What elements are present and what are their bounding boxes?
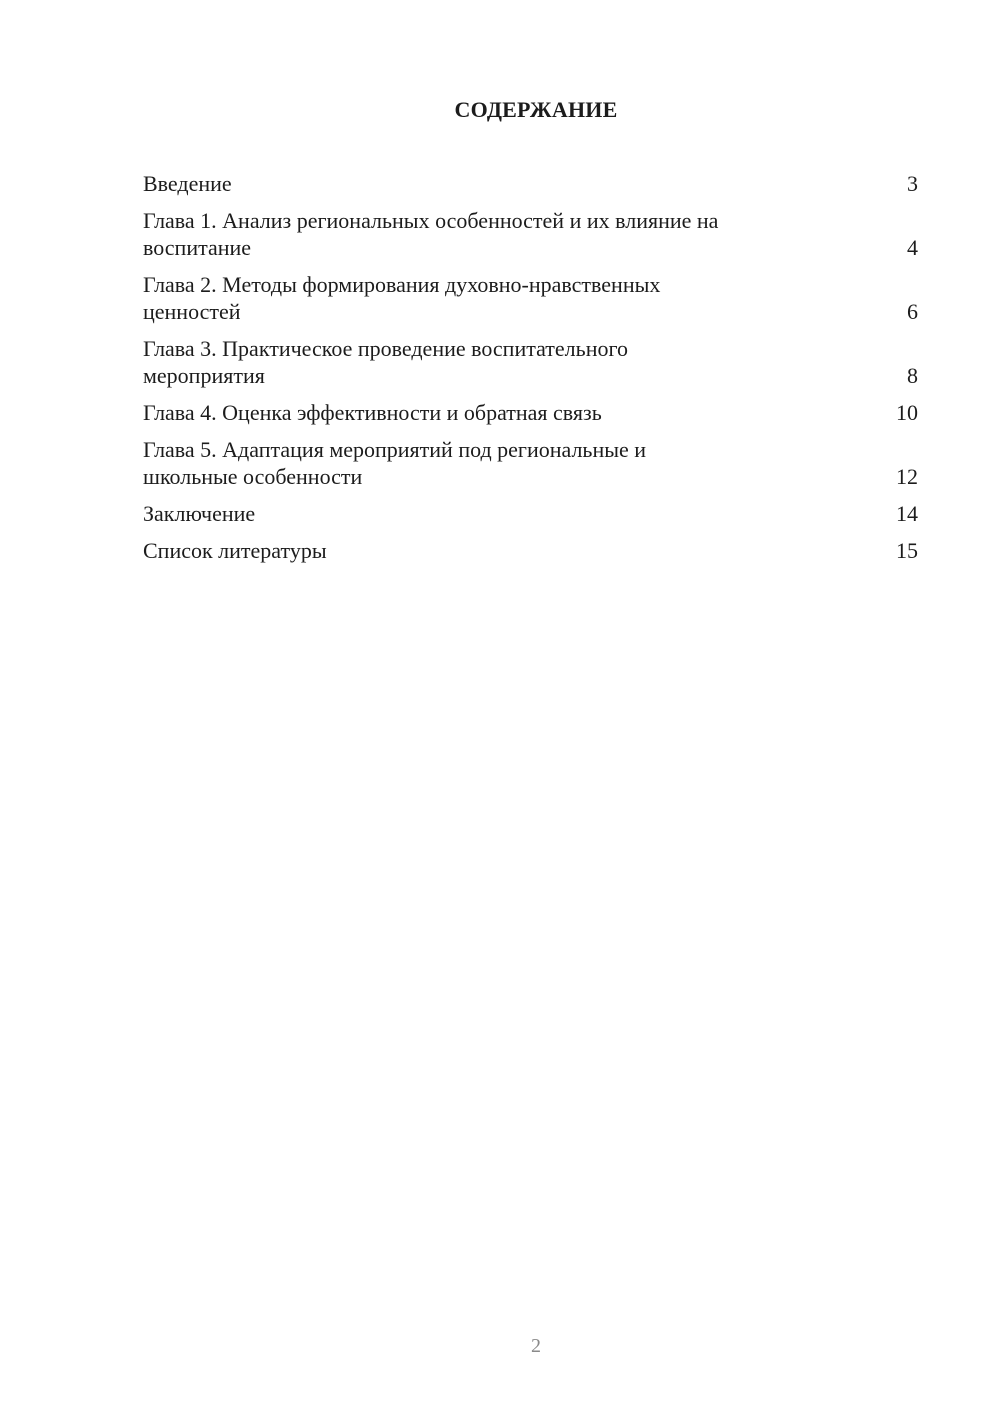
toc-entry-label <box>143 170 803 197</box>
toc-entry-label <box>143 537 803 564</box>
toc-entry-chapter-3 <box>143 335 918 389</box>
toc-entry-line: Глава 1. Анализ региональных особенностей и их влияние на <box>143 208 719 233</box>
toc-entry-line: Заключение <box>143 501 256 526</box>
table-of-contents <box>143 170 918 574</box>
toc-entry-introduction <box>143 170 918 197</box>
toc-entry-page: 12 <box>896 464 918 489</box>
toc-entry-chapter-4 <box>143 399 918 426</box>
toc-entry-page: 6 <box>907 299 918 324</box>
toc-entry-conclusion <box>143 500 918 527</box>
toc-entry-label <box>143 399 803 426</box>
toc-entry-line: Глава 3. Практическое проведение воспитательного <box>143 336 628 361</box>
toc-entry-chapter-5 <box>143 436 918 490</box>
toc-entry-line: школьные особенности <box>143 464 363 489</box>
toc-entry-label <box>143 335 803 389</box>
toc-entry-label <box>143 500 803 527</box>
page-title: СОДЕРЖАНИЕ <box>454 97 618 122</box>
toc-entry-line: воспитание <box>143 235 252 260</box>
toc-entry-line: ценностей <box>143 299 241 324</box>
toc-entry-references <box>143 537 918 564</box>
toc-entry-line: Введение <box>143 171 232 196</box>
page-number: 2 <box>531 1335 541 1357</box>
toc-entry-chapter-1 <box>143 207 918 261</box>
toc-entry-page: 14 <box>896 501 918 526</box>
toc-entry-line: Глава 2. Методы формирования духовно-нравственных <box>143 272 661 297</box>
toc-entry-line: Глава 4. Оценка эффективности и обратная связь <box>143 400 602 425</box>
toc-entry-page: 3 <box>907 171 918 196</box>
toc-entry-line: Глава 5. Адаптация мероприятий под региональные и <box>143 437 647 462</box>
toc-entry-line: мероприятия <box>143 363 265 388</box>
toc-entry-label <box>143 436 803 490</box>
toc-entry-line: Список литературы <box>143 538 327 563</box>
toc-entry-page: 10 <box>896 400 918 425</box>
toc-entry-label <box>143 207 803 261</box>
toc-entry-page: 15 <box>896 538 918 563</box>
toc-entry-chapter-2 <box>143 271 918 325</box>
toc-entry-label <box>143 271 803 325</box>
toc-entry-page: 4 <box>907 235 918 260</box>
toc-entry-page: 8 <box>907 363 918 388</box>
